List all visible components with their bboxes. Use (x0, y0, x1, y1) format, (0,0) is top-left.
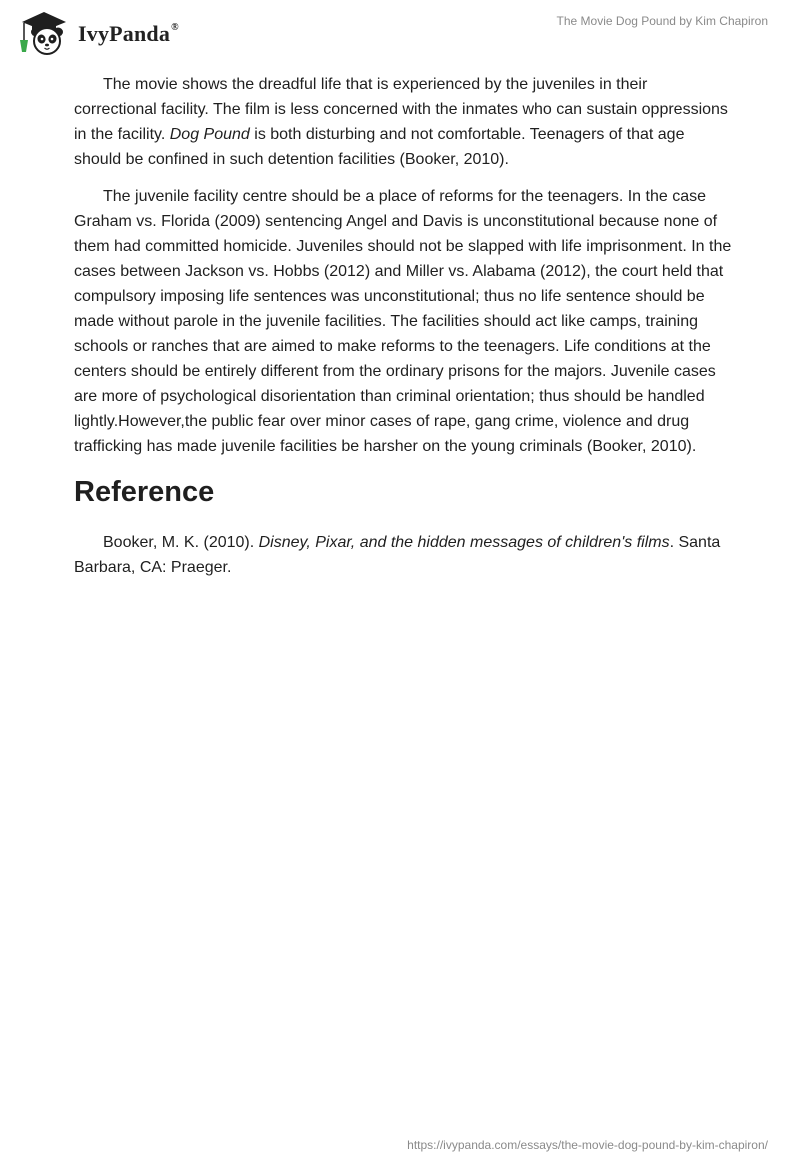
reference-heading: Reference (74, 476, 215, 508)
body-paragraph: The movie shows the dreadful life that is experienced by the juveniles in their correctional facility. The film is less concerned with the inmates who can sustain oppressions in the facility. Dog Pound is both disturbing and not comfortable. Teenagers of that age should be confined in such detention facilities (Booker, 2010). (74, 76, 728, 168)
essay-content (74, 72, 734, 580)
document-title: The Movie Dog Pound by Kim Chapiron (556, 14, 768, 28)
source-url-link[interactable]: https://ivypanda.com/essays/the-movie-dog-pound-by-kim-chapiron/ (407, 1138, 768, 1152)
reference-entry: Booker, M. K. (2010). Disney, Pixar, and the hidden messages of children's films. Santa Barbara, CA: Praeger. (74, 534, 721, 576)
book-title-italic: Disney, Pixar, and the hidden messages of children's films (258, 534, 670, 551)
body-paragraph: The juvenile facility centre should be a place of reforms for the teenagers. In the case Graham vs. Florida (2009) sentencing Angel and Davis is unconstitutional because none of them had committed homicide. Juveniles should not be slapped with life imprisonment. In the cases between Jackson vs. Hobbs (2012) and Miller vs. Alabama (2012), the court held that compulsory imposing life sentences was unconstitutional; thus no life sentence should be made without parole in the juvenile facilities. The facilities should act like camps, training schools or ranches that are aimed to make reforms to the teenagers. Life conditions at the centers should be entirely different from the ordinary prisons for the majors. Juvenile cases are more of psychological disorientation than criminal orientation; thus should be handled lightly.However,the public fear over minor cases of rape, gang crime, violence and drug trafficking has made juvenile facilities be harsher on the young criminals (Booker, 2010). (74, 188, 732, 455)
ivypanda-logo[interactable] (14, 8, 179, 58)
page-header (0, 0, 800, 60)
film-title-italic: Dog Pound (169, 126, 250, 143)
brand-name: IvyPanda® (78, 21, 179, 46)
registered-mark: ® (171, 21, 179, 33)
panda-graduate-icon (14, 8, 74, 58)
